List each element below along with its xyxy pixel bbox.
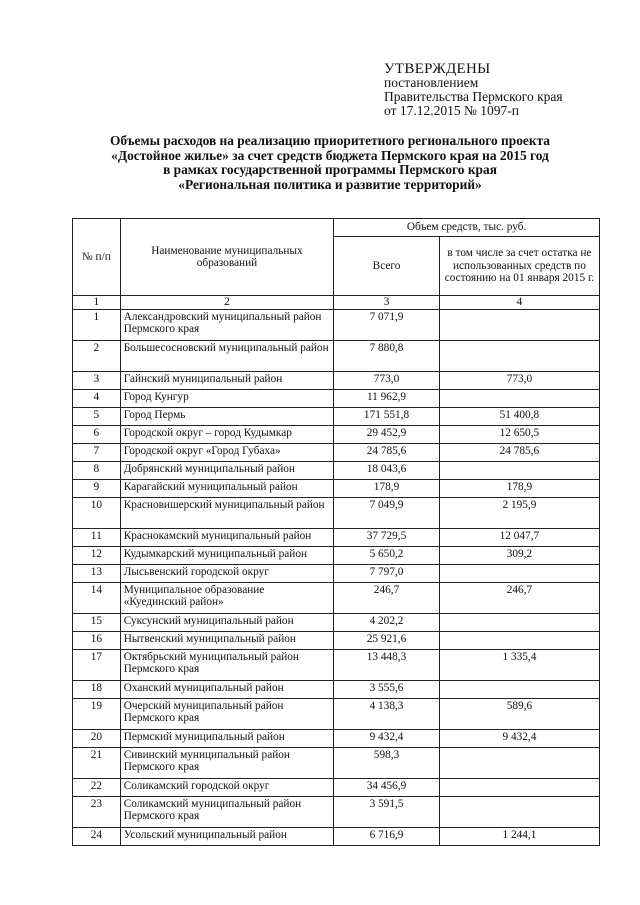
header-total: Всего [334, 237, 440, 296]
table-row [73, 371, 600, 389]
column-number-row [73, 296, 600, 310]
municipality-name: Усольский муниципальный район [120, 827, 334, 845]
remainder-value: 1 335,4 [439, 649, 599, 680]
remainder-value [439, 778, 599, 796]
total-value: 5 650,2 [334, 546, 440, 564]
row-number: 7 [73, 443, 121, 461]
table-row [73, 407, 600, 425]
row-number: 16 [73, 631, 121, 649]
municipality-name: Соликамский муниципальный район Пермского края [120, 796, 334, 827]
row-number: 13 [73, 564, 121, 582]
remainder-value: 12 047,7 [439, 528, 599, 546]
row-number: 9 [73, 479, 121, 497]
total-value: 171 551,8 [334, 407, 440, 425]
table-row [73, 698, 600, 729]
remainder-value [439, 461, 599, 479]
municipality-name: Нытвенский муниципальный район [120, 631, 334, 649]
municipality-name: Городской округ – город Кудымкар [120, 425, 334, 443]
municipality-name: Городской округ «Город Губаха» [120, 443, 334, 461]
remainder-value: 12 650,5 [439, 425, 599, 443]
table-row [73, 528, 600, 546]
total-value: 18 043,6 [334, 461, 440, 479]
table-row [73, 631, 600, 649]
row-number: 2 [73, 340, 121, 371]
table-row [73, 729, 600, 747]
table-row [73, 778, 600, 796]
remainder-value [439, 340, 599, 371]
row-number: 3 [73, 371, 121, 389]
municipality-name: Очерский муниципальный район Пермского края [120, 698, 334, 729]
total-value: 37 729,5 [334, 528, 440, 546]
total-value: 34 456,9 [334, 778, 440, 796]
title-line: «Региональная политика и развитие территорий» [178, 176, 482, 192]
table-row [73, 680, 600, 698]
approval-date: от 17.12.2015 № 1097-п [384, 103, 519, 118]
table-row [73, 309, 600, 340]
total-value: 246,7 [334, 582, 440, 613]
total-value: 9 432,4 [334, 729, 440, 747]
row-number: 21 [73, 747, 121, 778]
approval-heading: УТВЕРЖДЕНЫ [384, 61, 491, 77]
title-line: Объемы расходов на реализацию приоритетного регионального проекта [109, 133, 551, 148]
total-value: 7 071,9 [334, 309, 440, 340]
total-value: 6 716,9 [334, 827, 440, 845]
table-row [73, 340, 600, 371]
remainder-value [439, 796, 599, 827]
municipality-name: Большесосновский муниципальный район [120, 340, 334, 371]
total-value: 598,3 [334, 747, 440, 778]
total-value: 7 880,8 [334, 340, 440, 371]
municipality-name: Суксунский муниципальный район [120, 613, 334, 631]
approval-line: Правительства Пермского края [384, 89, 563, 104]
remainder-value [439, 631, 599, 649]
row-number: 19 [73, 698, 121, 729]
remainder-value: 178,9 [439, 479, 599, 497]
table-row [73, 613, 600, 631]
remainder-value [439, 309, 599, 340]
table-row [73, 479, 600, 497]
table-row [73, 461, 600, 479]
table-row [73, 582, 600, 613]
row-number: 4 [73, 389, 121, 407]
remainder-value [439, 747, 599, 778]
header-num: № п/п [73, 219, 121, 296]
row-number: 20 [73, 729, 121, 747]
total-value: 3 591,5 [334, 796, 440, 827]
municipality-name: Сивинский муниципальный район Пермского края [120, 747, 334, 778]
remainder-value: 309,2 [439, 546, 599, 564]
remainder-value: 589,6 [439, 698, 599, 729]
row-number: 18 [73, 680, 121, 698]
column-number: 1 [73, 296, 121, 310]
total-value: 7 049,9 [334, 497, 440, 528]
approval-block [384, 62, 614, 118]
row-number: 11 [73, 528, 121, 546]
municipality-name: Добрянский муниципальный район [120, 461, 334, 479]
total-value: 178,9 [334, 479, 440, 497]
remainder-value: 24 785,6 [439, 443, 599, 461]
table-row [73, 747, 600, 778]
remainder-value [439, 613, 599, 631]
title-line: «Достойное жилье» за счет средств бюджета Пермского края на 2015 год [111, 147, 549, 163]
header-name: Наименование муниципальных образований [120, 219, 334, 296]
row-number: 24 [73, 827, 121, 845]
column-number: 2 [120, 296, 334, 310]
table-row [73, 827, 600, 845]
remainder-value: 9 432,4 [439, 729, 599, 747]
row-number: 6 [73, 425, 121, 443]
remainder-value: 1 244,1 [439, 827, 599, 845]
row-number: 12 [73, 546, 121, 564]
total-value: 7 797,0 [334, 564, 440, 582]
municipality-name: Оханский муниципальный район [120, 680, 334, 698]
row-number: 23 [73, 796, 121, 827]
row-number: 14 [73, 582, 121, 613]
table-row [73, 443, 600, 461]
remainder-value: 51 400,8 [439, 407, 599, 425]
row-number: 10 [73, 497, 121, 528]
row-number: 17 [73, 649, 121, 680]
row-number: 1 [73, 309, 121, 340]
remainder-value: 246,7 [439, 582, 599, 613]
table-row [73, 796, 600, 827]
table-row [73, 649, 600, 680]
row-number: 22 [73, 778, 121, 796]
municipality-name: Муниципальное образование «Куединский район» [120, 582, 334, 613]
remainder-value [439, 389, 599, 407]
total-value: 4 202,2 [334, 613, 440, 631]
municipality-name: Октябрьский муниципальный район Пермского края [120, 649, 334, 680]
remainder-value [439, 680, 599, 698]
total-value: 4 138,3 [334, 698, 440, 729]
municipality-name: Кудымкарский муниципальный район [120, 546, 334, 564]
municipality-name: Город Пермь [120, 407, 334, 425]
document-title [60, 134, 600, 192]
remainder-value: 773,0 [439, 371, 599, 389]
municipality-name: Александровский муниципальный район Пермского края [120, 309, 334, 340]
total-value: 24 785,6 [334, 443, 440, 461]
row-number: 8 [73, 461, 121, 479]
row-number: 5 [73, 407, 121, 425]
total-value: 25 921,6 [334, 631, 440, 649]
municipality-name: Гайнский муниципальный район [120, 371, 334, 389]
table-row [73, 497, 600, 528]
remainder-value [439, 564, 599, 582]
approval-line: постановлением [384, 75, 479, 90]
table-row [73, 564, 600, 582]
total-value: 13 448,3 [334, 649, 440, 680]
expenses-table [72, 218, 600, 846]
municipality-name: Красновишерский муниципальный район [120, 497, 334, 528]
municipality-name: Карагайский муниципальный район [120, 479, 334, 497]
total-value: 3 555,6 [334, 680, 440, 698]
remainder-value: 2 195,9 [439, 497, 599, 528]
header-remainder: в том числе за счет остатка не использованных средств по состоянию на 01 января 2015 г. [439, 237, 599, 296]
column-number: 3 [334, 296, 440, 310]
municipality-name: Краснокамский муниципальный район [120, 528, 334, 546]
table-row [73, 546, 600, 564]
table-row [73, 389, 600, 407]
column-number: 4 [439, 296, 599, 310]
table-row [73, 425, 600, 443]
total-value: 773,0 [334, 371, 440, 389]
municipality-name: Лысьвенский городской округ [120, 564, 334, 582]
header-volume: Объем средств, тыс. руб. [334, 219, 600, 237]
total-value: 29 452,9 [334, 425, 440, 443]
municipality-name: Пермский муниципальный район [120, 729, 334, 747]
row-number: 15 [73, 613, 121, 631]
title-line: в рамках государственной программы Пермского края [163, 162, 497, 177]
municipality-name: Город Кунгур [120, 389, 334, 407]
total-value: 11 962,9 [334, 389, 440, 407]
municipality-name: Соликамский городской округ [120, 778, 334, 796]
